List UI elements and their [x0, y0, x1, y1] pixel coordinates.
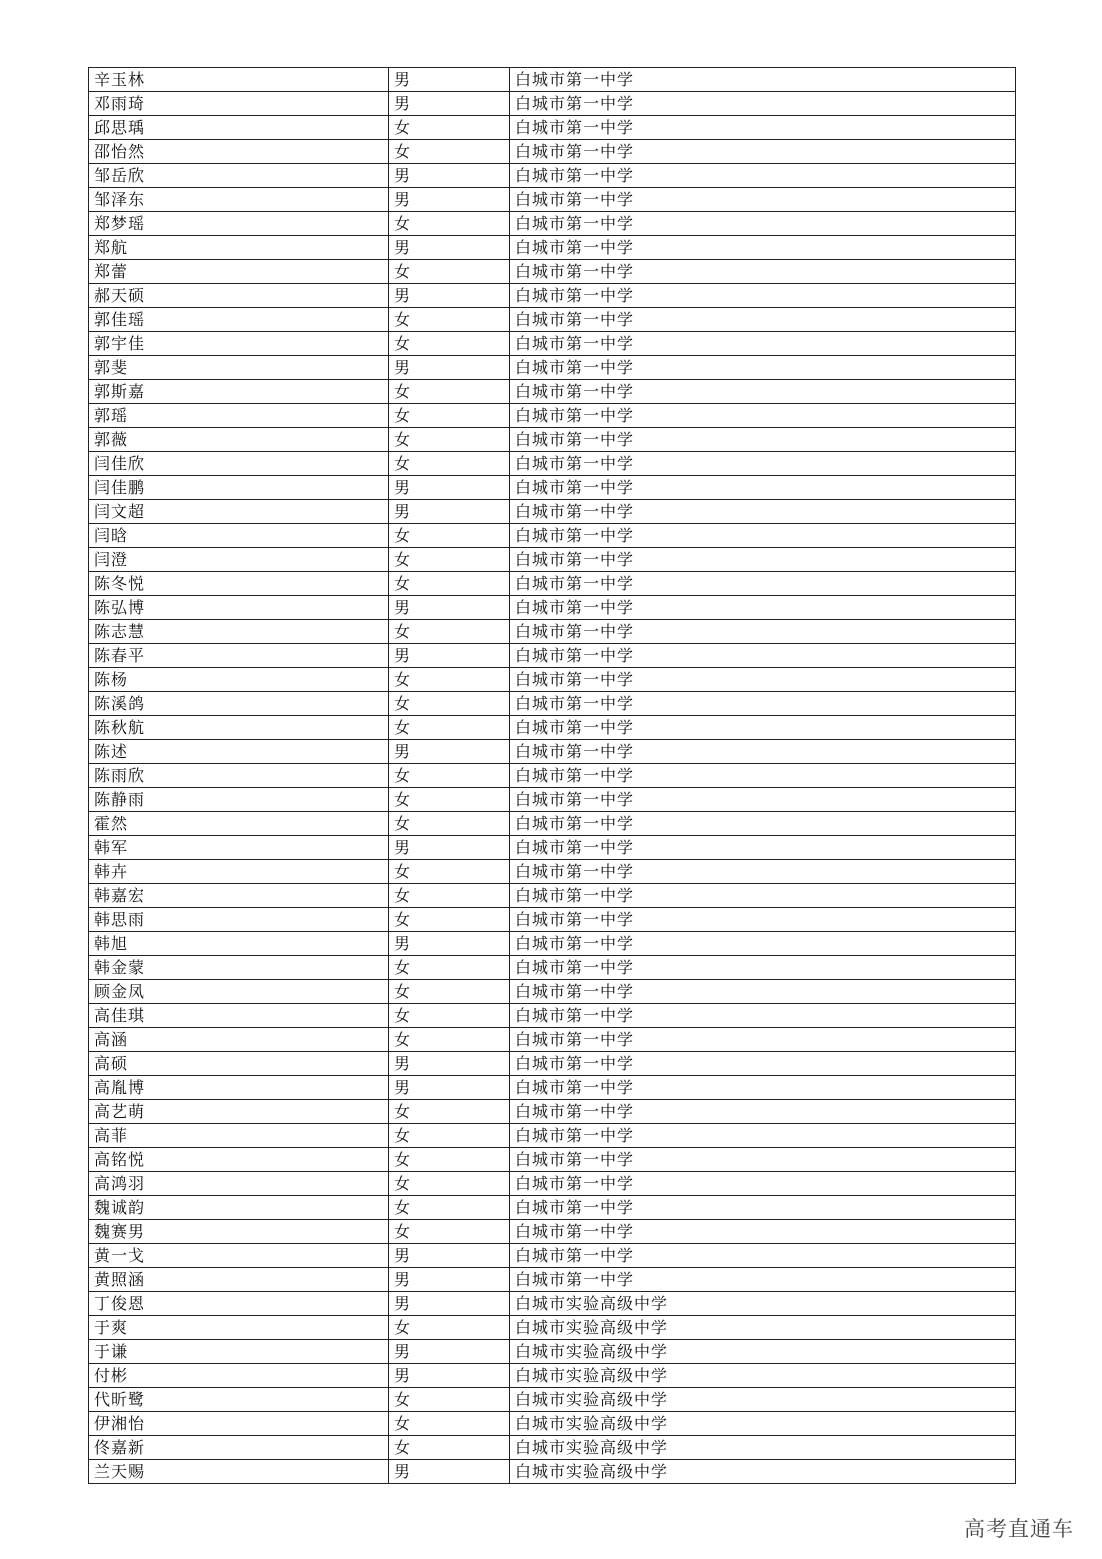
student-name-cell: 黄照涵 — [89, 1268, 389, 1292]
school-cell: 白城市第一中学 — [510, 356, 1016, 380]
gender-cell: 男 — [389, 1052, 510, 1076]
school-cell: 白城市第一中学 — [510, 932, 1016, 956]
student-name-cell: 邵怡然 — [89, 140, 389, 164]
table-row — [89, 1460, 1016, 1484]
school-cell: 白城市第一中学 — [510, 1172, 1016, 1196]
school-cell: 白城市第一中学 — [510, 188, 1016, 212]
gender-cell: 男 — [389, 1268, 510, 1292]
table-row — [89, 1052, 1016, 1076]
gender-cell: 女 — [389, 1436, 510, 1460]
gender-cell: 女 — [389, 524, 510, 548]
gender-cell: 女 — [389, 212, 510, 236]
gender-cell: 女 — [389, 404, 510, 428]
gender-cell: 女 — [389, 572, 510, 596]
school-cell: 白城市第一中学 — [510, 164, 1016, 188]
school-cell: 白城市实验高级中学 — [510, 1412, 1016, 1436]
student-name-cell: 韩思雨 — [89, 908, 389, 932]
student-name-cell: 陈冬悦 — [89, 572, 389, 596]
student-name-cell: 邱思瑀 — [89, 116, 389, 140]
table-row — [89, 428, 1016, 452]
student-name-cell: 郝天硕 — [89, 284, 389, 308]
student-name-cell: 郭宇佳 — [89, 332, 389, 356]
table-row — [89, 1100, 1016, 1124]
gender-cell: 男 — [389, 644, 510, 668]
gender-cell: 女 — [389, 1316, 510, 1340]
school-cell: 白城市第一中学 — [510, 404, 1016, 428]
school-cell: 白城市第一中学 — [510, 1028, 1016, 1052]
student-name-cell: 韩旭 — [89, 932, 389, 956]
table-row — [89, 1004, 1016, 1028]
school-cell: 白城市第一中学 — [510, 956, 1016, 980]
student-name-cell: 韩嘉宏 — [89, 884, 389, 908]
table-row — [89, 1436, 1016, 1460]
gender-cell: 女 — [389, 260, 510, 284]
table-row — [89, 980, 1016, 1004]
school-cell: 白城市第一中学 — [510, 68, 1016, 92]
student-name-cell: 韩卉 — [89, 860, 389, 884]
table-row — [89, 812, 1016, 836]
student-name-cell: 郭斯嘉 — [89, 380, 389, 404]
table-row — [89, 1028, 1016, 1052]
table-row — [89, 932, 1016, 956]
student-name-cell: 代昕鹭 — [89, 1388, 389, 1412]
gender-cell: 男 — [389, 188, 510, 212]
table-row — [89, 1364, 1016, 1388]
gender-cell: 男 — [389, 164, 510, 188]
school-cell: 白城市实验高级中学 — [510, 1316, 1016, 1340]
student-name-cell: 陈杨 — [89, 668, 389, 692]
school-cell: 白城市第一中学 — [510, 332, 1016, 356]
school-cell: 白城市第一中学 — [510, 92, 1016, 116]
table-row — [89, 356, 1016, 380]
table-row — [89, 764, 1016, 788]
school-cell: 白城市第一中学 — [510, 476, 1016, 500]
student-name-cell: 陈弘博 — [89, 596, 389, 620]
table-row — [89, 332, 1016, 356]
school-cell: 白城市第一中学 — [510, 668, 1016, 692]
gender-cell: 女 — [389, 452, 510, 476]
table-row — [89, 860, 1016, 884]
table-row — [89, 1340, 1016, 1364]
school-cell: 白城市第一中学 — [510, 1124, 1016, 1148]
table-row — [89, 1148, 1016, 1172]
school-cell: 白城市第一中学 — [510, 236, 1016, 260]
student-name-cell: 陈秋航 — [89, 716, 389, 740]
gender-cell: 女 — [389, 716, 510, 740]
table-row — [89, 260, 1016, 284]
student-name-cell: 黄一戈 — [89, 1244, 389, 1268]
table-row — [89, 188, 1016, 212]
gender-cell: 女 — [389, 1196, 510, 1220]
gender-cell: 女 — [389, 788, 510, 812]
gender-cell: 女 — [389, 1004, 510, 1028]
school-cell: 白城市实验高级中学 — [510, 1364, 1016, 1388]
school-cell: 白城市第一中学 — [510, 548, 1016, 572]
gender-cell: 女 — [389, 860, 510, 884]
gender-cell: 女 — [389, 428, 510, 452]
table-row — [89, 1292, 1016, 1316]
gender-cell: 男 — [389, 1244, 510, 1268]
table-row — [89, 212, 1016, 236]
student-name-cell: 辛玉林 — [89, 68, 389, 92]
student-name-cell: 高艺萌 — [89, 1100, 389, 1124]
gender-cell: 女 — [389, 116, 510, 140]
student-name-cell: 陈述 — [89, 740, 389, 764]
gender-cell: 女 — [389, 956, 510, 980]
school-cell: 白城市第一中学 — [510, 380, 1016, 404]
school-cell: 白城市第一中学 — [510, 692, 1016, 716]
student-name-cell: 郑航 — [89, 236, 389, 260]
school-cell: 白城市实验高级中学 — [510, 1436, 1016, 1460]
gender-cell: 女 — [389, 1148, 510, 1172]
table-row — [89, 788, 1016, 812]
school-cell: 白城市第一中学 — [510, 644, 1016, 668]
school-cell: 白城市第一中学 — [510, 572, 1016, 596]
school-cell: 白城市第一中学 — [510, 980, 1016, 1004]
gender-cell: 女 — [389, 1028, 510, 1052]
table-row — [89, 1388, 1016, 1412]
gender-cell: 男 — [389, 1460, 510, 1484]
gender-cell: 男 — [389, 1292, 510, 1316]
table-row — [89, 548, 1016, 572]
gender-cell: 女 — [389, 308, 510, 332]
student-name-cell: 魏赛男 — [89, 1220, 389, 1244]
student-name-cell: 陈春平 — [89, 644, 389, 668]
student-name-cell: 郭斐 — [89, 356, 389, 380]
table-row — [89, 620, 1016, 644]
table-row — [89, 1124, 1016, 1148]
school-cell: 白城市第一中学 — [510, 284, 1016, 308]
student-name-cell: 闫澄 — [89, 548, 389, 572]
table-row — [89, 1244, 1016, 1268]
gender-cell: 男 — [389, 740, 510, 764]
table-row — [89, 380, 1016, 404]
student-name-cell: 韩军 — [89, 836, 389, 860]
student-name-cell: 闫佳鹏 — [89, 476, 389, 500]
school-cell: 白城市第一中学 — [510, 212, 1016, 236]
student-name-cell: 韩金蒙 — [89, 956, 389, 980]
student-name-cell: 霍然 — [89, 812, 389, 836]
student-name-cell: 高佳琪 — [89, 1004, 389, 1028]
gender-cell: 男 — [389, 236, 510, 260]
school-cell: 白城市第一中学 — [510, 596, 1016, 620]
gender-cell: 女 — [389, 908, 510, 932]
student-name-cell: 邹泽东 — [89, 188, 389, 212]
student-name-cell: 闫文超 — [89, 500, 389, 524]
school-cell: 白城市第一中学 — [510, 1244, 1016, 1268]
table-row — [89, 836, 1016, 860]
gender-cell: 女 — [389, 1124, 510, 1148]
table-row — [89, 284, 1016, 308]
table-row — [89, 692, 1016, 716]
gender-cell: 女 — [389, 1172, 510, 1196]
school-cell: 白城市第一中学 — [510, 836, 1016, 860]
student-name-cell: 陈志慧 — [89, 620, 389, 644]
gender-cell: 女 — [389, 1388, 510, 1412]
table-row — [89, 308, 1016, 332]
school-cell: 白城市第一中学 — [510, 1076, 1016, 1100]
table-row — [89, 140, 1016, 164]
school-cell: 白城市第一中学 — [510, 524, 1016, 548]
student-name-cell: 佟嘉新 — [89, 1436, 389, 1460]
school-cell: 白城市第一中学 — [510, 308, 1016, 332]
table-row — [89, 164, 1016, 188]
gender-cell: 男 — [389, 836, 510, 860]
school-cell: 白城市实验高级中学 — [510, 1340, 1016, 1364]
table-row — [89, 1268, 1016, 1292]
gender-cell: 女 — [389, 140, 510, 164]
school-cell: 白城市第一中学 — [510, 620, 1016, 644]
gender-cell: 女 — [389, 692, 510, 716]
school-cell: 白城市实验高级中学 — [510, 1388, 1016, 1412]
school-cell: 白城市第一中学 — [510, 788, 1016, 812]
school-cell: 白城市第一中学 — [510, 884, 1016, 908]
school-cell: 白城市第一中学 — [510, 812, 1016, 836]
table-row — [89, 92, 1016, 116]
table-row — [89, 68, 1016, 92]
roster-body — [89, 68, 1016, 1484]
student-name-cell: 陈静雨 — [89, 788, 389, 812]
gender-cell: 男 — [389, 476, 510, 500]
table-row — [89, 884, 1016, 908]
student-name-cell: 闫佳欣 — [89, 452, 389, 476]
student-name-cell: 高胤博 — [89, 1076, 389, 1100]
school-cell: 白城市第一中学 — [510, 428, 1016, 452]
gender-cell: 女 — [389, 332, 510, 356]
gender-cell: 男 — [389, 932, 510, 956]
school-cell: 白城市第一中学 — [510, 260, 1016, 284]
school-cell: 白城市第一中学 — [510, 716, 1016, 740]
school-cell: 白城市第一中学 — [510, 1148, 1016, 1172]
table-row — [89, 1412, 1016, 1436]
table-row — [89, 740, 1016, 764]
table-row — [89, 716, 1016, 740]
school-cell: 白城市第一中学 — [510, 500, 1016, 524]
school-cell: 白城市第一中学 — [510, 1268, 1016, 1292]
gender-cell: 男 — [389, 1076, 510, 1100]
gender-cell: 女 — [389, 980, 510, 1004]
student-name-cell: 高硕 — [89, 1052, 389, 1076]
student-name-cell: 高菲 — [89, 1124, 389, 1148]
table-row — [89, 404, 1016, 428]
table-row — [89, 1172, 1016, 1196]
table-row — [89, 236, 1016, 260]
gender-cell: 男 — [389, 500, 510, 524]
school-cell: 白城市第一中学 — [510, 764, 1016, 788]
gender-cell: 男 — [389, 596, 510, 620]
gender-cell: 女 — [389, 1412, 510, 1436]
table-row — [89, 476, 1016, 500]
table-row — [89, 908, 1016, 932]
student-name-cell: 郭薇 — [89, 428, 389, 452]
student-name-cell: 闫晗 — [89, 524, 389, 548]
gender-cell: 女 — [389, 620, 510, 644]
school-cell: 白城市第一中学 — [510, 1004, 1016, 1028]
table-row — [89, 116, 1016, 140]
school-cell: 白城市第一中学 — [510, 452, 1016, 476]
gender-cell: 女 — [389, 548, 510, 572]
table-row — [89, 596, 1016, 620]
gender-cell: 男 — [389, 356, 510, 380]
gender-cell: 男 — [389, 284, 510, 308]
gender-cell: 女 — [389, 380, 510, 404]
roster-table — [88, 67, 1016, 1484]
school-cell: 白城市第一中学 — [510, 1100, 1016, 1124]
gender-cell: 女 — [389, 1220, 510, 1244]
school-cell: 白城市第一中学 — [510, 1220, 1016, 1244]
student-name-cell: 于谦 — [89, 1340, 389, 1364]
table-row — [89, 1316, 1016, 1340]
school-cell: 白城市第一中学 — [510, 860, 1016, 884]
table-row — [89, 452, 1016, 476]
student-name-cell: 付彬 — [89, 1364, 389, 1388]
table-row — [89, 500, 1016, 524]
table-row — [89, 1076, 1016, 1100]
student-name-cell: 陈雨欣 — [89, 764, 389, 788]
school-cell: 白城市第一中学 — [510, 908, 1016, 932]
table-row — [89, 668, 1016, 692]
table-row — [89, 956, 1016, 980]
gender-cell: 女 — [389, 668, 510, 692]
student-name-cell: 邓雨琦 — [89, 92, 389, 116]
gender-cell: 男 — [389, 1364, 510, 1388]
student-name-cell: 兰天赐 — [89, 1460, 389, 1484]
school-cell: 白城市实验高级中学 — [510, 1460, 1016, 1484]
gender-cell: 女 — [389, 764, 510, 788]
student-name-cell: 高铭悦 — [89, 1148, 389, 1172]
school-cell: 白城市第一中学 — [510, 740, 1016, 764]
student-name-cell: 郭瑶 — [89, 404, 389, 428]
student-name-cell: 陈溪鸽 — [89, 692, 389, 716]
student-name-cell: 丁俊恩 — [89, 1292, 389, 1316]
gender-cell: 女 — [389, 812, 510, 836]
school-cell: 白城市第一中学 — [510, 1196, 1016, 1220]
student-name-cell: 于爽 — [89, 1316, 389, 1340]
student-name-cell: 伊湘怡 — [89, 1412, 389, 1436]
table-row — [89, 1220, 1016, 1244]
school-cell: 白城市实验高级中学 — [510, 1292, 1016, 1316]
school-cell: 白城市第一中学 — [510, 116, 1016, 140]
gender-cell: 男 — [389, 68, 510, 92]
school-cell: 白城市第一中学 — [510, 140, 1016, 164]
gender-cell: 女 — [389, 1100, 510, 1124]
student-name-cell: 邹岳欣 — [89, 164, 389, 188]
student-name-cell: 郑蕾 — [89, 260, 389, 284]
student-name-cell: 顾金凤 — [89, 980, 389, 1004]
student-name-cell: 高鸿羽 — [89, 1172, 389, 1196]
student-name-cell: 郭佳瑶 — [89, 308, 389, 332]
table-row — [89, 572, 1016, 596]
table-row — [89, 644, 1016, 668]
gender-cell: 男 — [389, 92, 510, 116]
student-name-cell: 魏诚韵 — [89, 1196, 389, 1220]
table-row — [89, 1196, 1016, 1220]
school-cell: 白城市第一中学 — [510, 1052, 1016, 1076]
table-row — [89, 524, 1016, 548]
student-name-cell: 高涵 — [89, 1028, 389, 1052]
student-name-cell: 郑梦瑶 — [89, 212, 389, 236]
gender-cell: 男 — [389, 1340, 510, 1364]
gender-cell: 女 — [389, 884, 510, 908]
watermark-text: 高考直通车 — [964, 1517, 1074, 1541]
